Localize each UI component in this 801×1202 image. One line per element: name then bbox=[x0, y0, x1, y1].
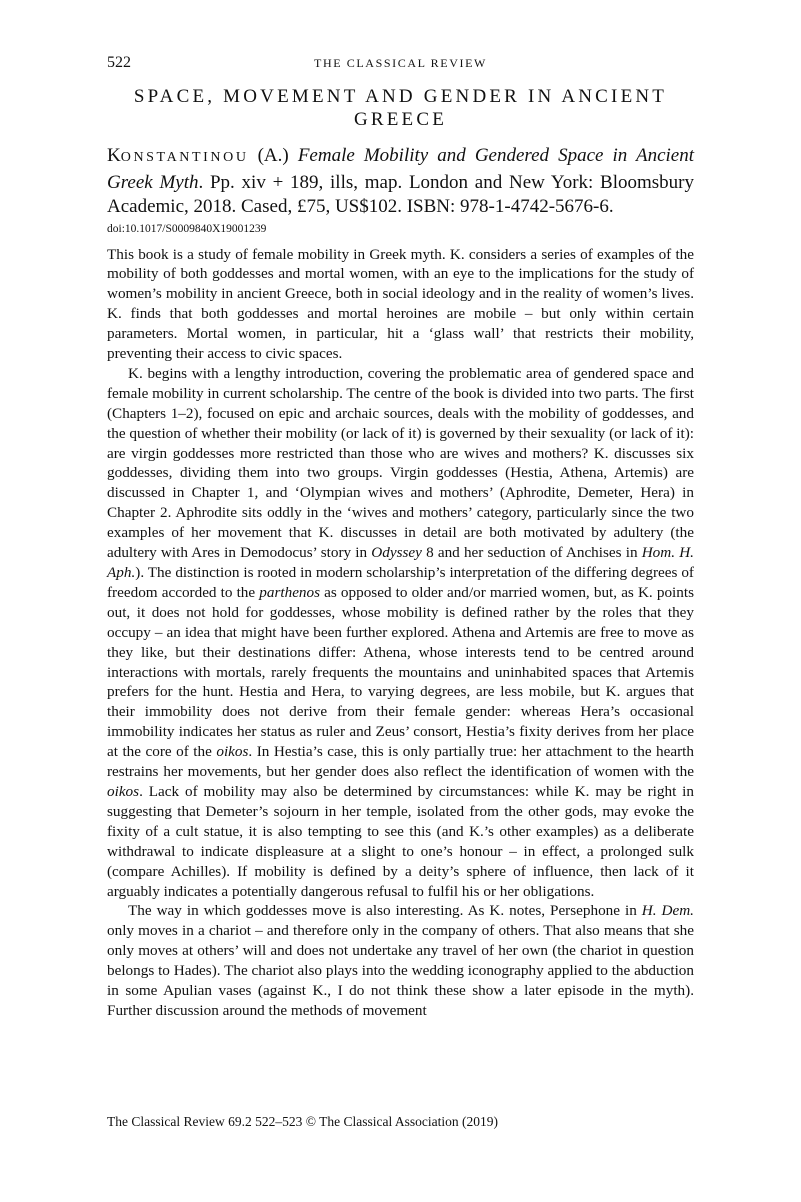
author-surname: ONSTANTINOU bbox=[120, 150, 249, 165]
text-run: . In Hestia’s case, this is only partially true: her attachment to the hearth restrains her movements, but her gender does also reflect the identification of women with the bbox=[107, 743, 694, 781]
text-run: K. begins with a lengthy introduction, covering the problematic area of gendered space and female mobility in current scholarship. The centre of the book is divided into two parts. The first (Chapters 1–2), focused on epic and archaic sources, deals with the mobility of goddesses, and the question of whether their mobility (or lack of it) is governed by their sexuality (or lack of it): are virgin goddesses more restricted than those who are wives and mothers? K. discusses six goddesses, dividing them into two groups. Virgin goddesses (Hestia, Athena, Artemis) are discussed in Chapter 1, and ‘Olympian wives and mothers’ (Aphrodite, Demeter, Hera) in Chapter 2. Aphrodite sits oddly in the ‘wives and mothers’ category, particularly since the two examples of her movement that K. discusses in detail are both motivated by adultery (the adultery with Ares in Demodocus’ story in bbox=[107, 364, 694, 562]
italic-term: oikos bbox=[107, 782, 140, 800]
body-text bbox=[107, 245, 694, 1021]
text-run: 8 and her seduction of Anchises in bbox=[421, 544, 642, 562]
author-initial: K bbox=[107, 145, 121, 166]
author-given: (A.) bbox=[257, 145, 289, 166]
paragraph bbox=[107, 245, 694, 364]
italic-term: oikos bbox=[216, 743, 249, 761]
page-header bbox=[107, 50, 694, 74]
paragraph bbox=[107, 901, 694, 1020]
book-details: . Pp. xiv + 189, ills, map. London and New York: Bloomsbury Academic, 2018. Cased, £75, US$102. ISBN: 978-1-4742-5676-6. bbox=[107, 171, 695, 217]
doi: doi:10.1017/S0009840X19001239 bbox=[107, 222, 267, 235]
italic-term: parthenos bbox=[259, 583, 321, 601]
text-run: This book is a study of female mobility in Greek myth. K. considers a series of examples of the mobility of both goddesses and mortal women, with an eye to the implications for the study of women’s mobility in ancient Greece, both in social ideology and in the reality of women’s lives. K. finds that both goddesses and mortal heroines are mobile – but only within certain parameters. Mortal women, in particular, hit a ‘glass wall’ that restricts their mobility, preventing their access to civic spaces. bbox=[107, 245, 694, 363]
page-number: 522 bbox=[107, 54, 131, 71]
italic-term: Odyssey bbox=[371, 544, 422, 562]
italic-term: Hom. H. Aph. bbox=[107, 544, 694, 581]
page-footer: The Classical Review 69.2 522–523 © The Classical Association (2019) bbox=[107, 1114, 498, 1129]
text-run: The way in which goddesses move is also interesting. As K. notes, Persephone in bbox=[128, 902, 642, 920]
paragraph bbox=[107, 364, 694, 901]
text-run: ). The distinction is rooted in modern scholarship’s interpretation of the differing degrees of freedom accorded to the bbox=[107, 564, 694, 601]
text-run: as opposed to older and/or married women, but, as K. points out, it does not hold for goddesses, whose mobility is defined rather by the roles that they occupy – an idea that might have been further explored. Athena and Artemis are free to move as they like, but their destinations differ: Athena, whose interests tend to be centred around interactions with mortals, rarely frequents the mountains and uninhabited spaces that Artemis prefers for the hunt. Hestia and Hera, to varying degrees, are less mobile, but K. argues that their immobility does not derive from their female gender: whereas Hera’s occasional immobility indicates her status as ruler and Zeus’ consort, Hestia’s fixity derives from her place at the core of the bbox=[107, 583, 694, 761]
italic-term: H. Dem. bbox=[641, 902, 694, 920]
article-title: SPACE, MOVEMENT AND GENDER IN ANCIENT GREECE bbox=[133, 86, 668, 130]
running-title: THE CLASSICAL REVIEW bbox=[314, 56, 487, 70]
text-run: . Lack of mobility may also be determined by circumstances: while K. may be right in suggesting that Demeter’s sojourn in her temple, isolated from the other gods, may evoke the fixity of a cult statue, it is also tempting to see this (and K.’s other examples) as a deliberate withdrawal to indicate displeasure at a slight to one’s honour – in effect, a prolonged sulk (compare Achilles). If mobility is defined by a deity’s sphere of influence, then lack of it arguably indicates a potentially dangerous refusal to fulfil his or her obligations. bbox=[107, 782, 694, 900]
page bbox=[107, 50, 694, 1021]
book-title: Female Mobility and Gendered Space in Ancient Greek Myth bbox=[107, 145, 695, 193]
book-citation bbox=[107, 144, 694, 220]
text-run: only moves in a chariot – and therefore only in the company of others. That also means that she only moves at others’ will and does not undertake any travel of her own (the chariot in question belongs to Hades). The chariot also plays into the wedding iconography applied to the abduction in some Apulian vases (against K., I do not think these show a later episode in the myth). Further discussion around the methods of movement bbox=[107, 922, 694, 1019]
